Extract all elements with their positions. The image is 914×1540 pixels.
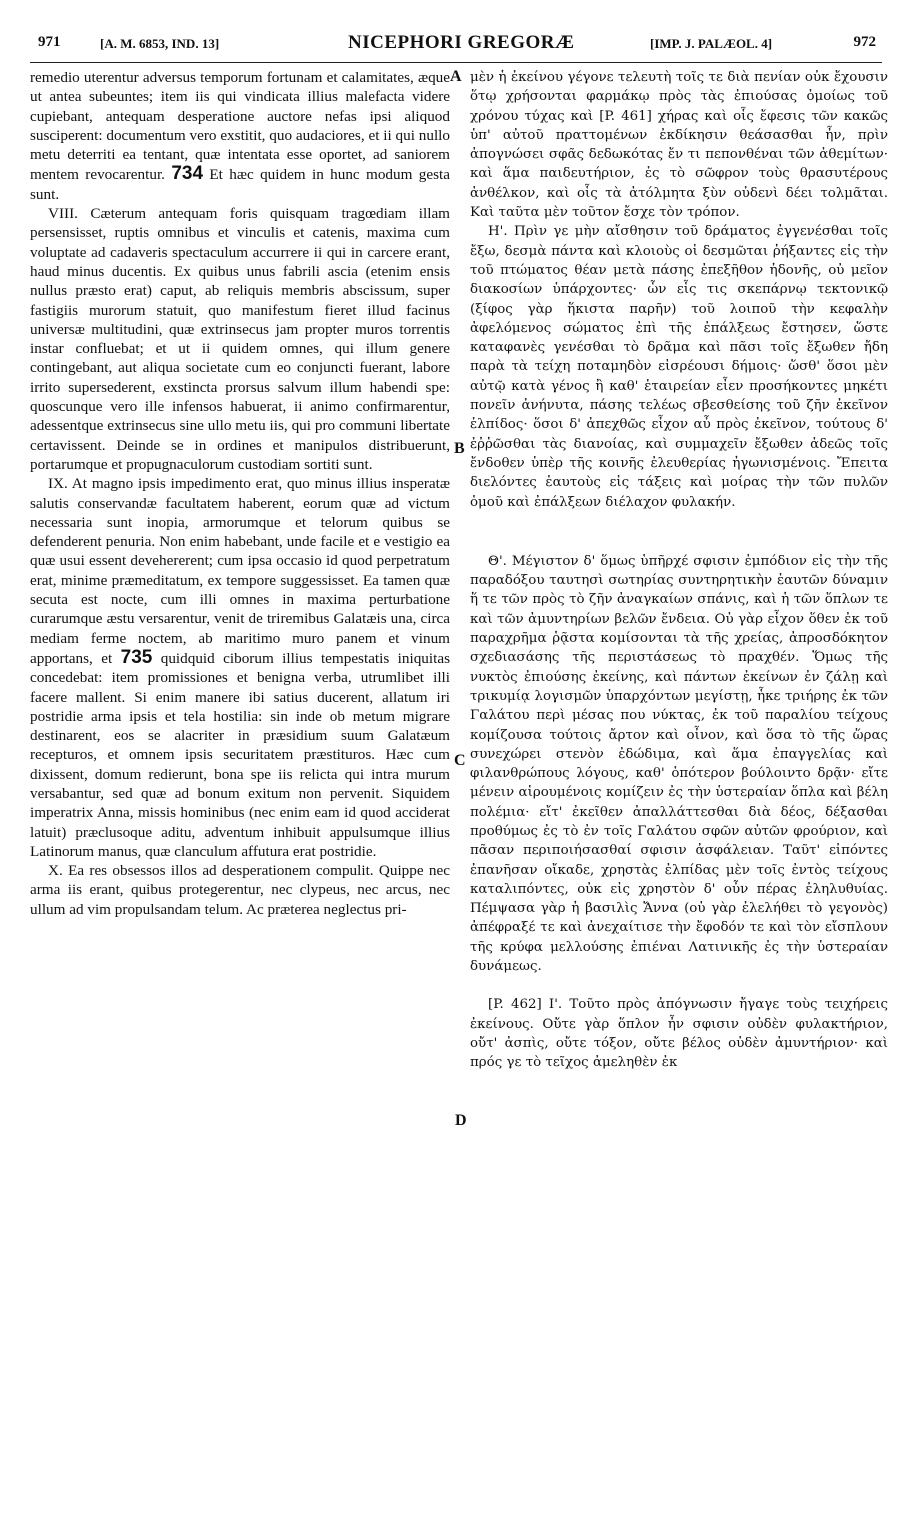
column-number: 735 — [120, 646, 153, 668]
header-divider — [30, 62, 882, 63]
latin-paragraph: X. Ea res obsessos illos ad desperationem compulit. Quippe nec arma iis erant, quibus protegerentur, nec clypeus, nec arcus, nec ullum ad vim propulsandam telum. Ac præterea neglectus pri- — [30, 862, 450, 918]
latin-paragraph: VIII. Cæterum antequam foris quisquam tragœdiam illam persensisset, ruptis omnibus et vinculis et catenis, maxima cum voluptate ad cadaveris spectaculum accurrere ii qui in carcere erant, haud minus ducentis. Ex quibus unus fabrili ascia (etenim ensis nullus præsto erat) caput, ab reliquis membris abscissum, super fastigiis murorum statuit, quo manifestum fieret illud facinus universæ multitudini, quæ extrinsecus jam propter muros torrentis instar confluebat; et ut ii quidem omnes, qui illum genere contingebant, aut aliqua societate cum eo conjuncti fuerant, labore irrito supersederent, exstincta prorsus salvum illum habendi spe: quoscunque vero ille infensos habuerat, ii animo confirmarentur, adessentque extrinsecus sine ullo metu iis, qui pro communi libertate certavissent. Deinde se in ordines et manipulos distribuerunt, portarumque et propugnaculorum custodiam sortiti sunt. — [30, 205, 450, 473]
margin-letter-c: C — [454, 752, 466, 769]
margin-letter-a: A — [450, 68, 462, 85]
right-page-number: 972 — [853, 34, 876, 50]
greek-paragraph: μὲν ἡ ἐκείνου γέγονε τελευτὴ τοῖς τε διὰ πενίαν οὐκ ἔχουσιν ὅτῳ χρήσονται φαρμάκῳ πρὸς τὰς ἐπιούσας ὁμοίως τοῦ χρόνου τύχας καὶ [P. 461] χήρας καὶ οἷς ἔφεσις τῶν κακῶς ὑπ' αὐτοῦ πραττομένων ἐκδίκησιν θεάσασθαι ἦν, πρὶν ἀπογνώσει σφᾶς δεδωκότας ἔν τι πεπονθέναι τῶν ἀθεμίτων· καὶ ἅμα παιδευτήριον, ἐς τὸ σῶφρον τοὺς θρασυτέρους ἀνθέλκον, καὶ οἷς τὰ ἀτόλμητα ξὺν οὐδενὶ δέει τολμᾶται. Καὶ ταῦτα μὲν τοῦτον ἔσχε τὸν τρόπον. — [470, 70, 888, 221]
latin-column — [30, 68, 450, 919]
running-header — [30, 32, 882, 60]
greek-paragraph: [P. 462] Ι'. Τοῦτο πρὸς ἀπόγνωσιν ἤγαγε τοὺς τειχήρεις ἐκείνους. Οὔτε γὰρ ὅπλον ἦν σφισιν οὐδὲν φυλακτήριον, οὔτ' ἀσπὶς, οὔτε τόξον, οὔτε βέλος οὐδὲν ἀμυντήριον· καὶ πρός γε τὸ τεῖχος ἀμεληθὲν ἐκ — [470, 997, 888, 1071]
latin-paragraph: remedio uterentur adversus temporum fortunam et calamitates, æque ut antea subeuntes; item iis qui vindicata illius malefacta videre cupiebant, antequam desperatione auctore nefas ipsi aliquod susciperent: documentum vero exstitit, quo audaciores, et ii qui nullo metu deterriti ea tentant, quæ intentata esse oportet, ad saniorem mentem revocarentur. 734 Et hæc quidem in hunc modum gesta sunt. — [30, 69, 450, 203]
greek-paragraph: Η'. Πρὶν γε μὴν αἴσθησιν τοῦ δράματος ἐγγενέσθαι τοῖς ἔξω, δεσμὰ πάντα καὶ κλοιοὺς οἱ δεσμῶται ῥήξαντες εἰς τὴν τοῦ πτώματος θέαν μετὰ πάσης ἐπεξῆθον ἡδονῆς, οὐ μεῖον διακοσίων ὑπάρχοντες· ὧν εἷς τις σκεπάρνῳ τεκτονικῷ (ξίφος γὰρ ἥκιστα παρῆν) τοῦ λοιποῦ τὴν κεφαλὴν ἀφελόμενος σώματος ἐπὶ τῆς ἐπάλξεως ἔστησεν, ὥστε καταφανὲς γενέσθαι τὸ δρᾶμα καὶ πᾶσι τοῖς ἔξωθεν ἤδη παρὰ τὰ τείχη ποταμηδὸν εἰσρέουσι δήμοις· ὥσθ' ὅσοι μὲν αὐτῷ κατὰ γένος ἢ καθ' ἑταιρείαν εἶεν προσήκοντες μηκέτι πονεῖν ἀνήνυτα, πάσης τελέως σβεσθείσης τοῦ ζῆν ἐκεῖνον ἐλπίδος· ὅσοι δ' ἀπεχθῶς εἶχον αὖ πρὸς ἐκεῖνον, τούτους δ' ἐῤῥῶσθαι τὰς διανοίας, καὶ συμμαχεῖν ἔξωθεν ἀδεῶς τοῖς ἔνδοθεν ὑπὲρ τῆς κοινῆς ἐλευθερίας ἠγωνισμένοις. Ἔπειτα διελόντες ἑαυτοὺς εἰς τάξεις καὶ μοίρας τὴν τῶν πυλῶν ὁμοῦ καὶ ἐπάλξεων διέλαχον φυλακήν. — [470, 224, 888, 510]
greek-column — [470, 68, 888, 1073]
margin-letter-d: D — [455, 1112, 467, 1129]
left-page-number: 971 — [38, 34, 61, 50]
margin-letter-b: B — [454, 440, 465, 457]
column-number: 734 — [171, 163, 204, 185]
greek-paragraph: Θ'. Μέγιστον δ' ὅμως ὑπῆρχέ σφισιν ἐμπόδιον εἰς τὴν τῆς παραδόξου ταυτησὶ σωτηρίας συντηρητικὴν ἑαυτῶν δύναμιν ἥ τε τῶν πρὸς τὸ ζῆν ἀναγκαίων σπάνις, καὶ ἡ τῶν ὅπλων τε καὶ τῶν ἀμυντηρίων βελῶν ἔνδεια. Οὐ γὰρ εἶχον ὅθεν ἐκ τοῦ παραχρῆμα ῥᾷστα κομίσονται τὰ τῆς χρείας, ἀπροσδόκητον σχεδιασάσης τῆς περιστάσεως τὸ πραχθέν. Ὅμως τῆς νυκτὸς ἐπιούσης ἐκείνης, καὶ πάντων ἐκείνων ἐν ζάλῃ καὶ τρικυμίᾳ λογισμῶν ὑπαρχόντων μεγίστῃ, ἧκε τριήρης ἐκ τῶν Γαλάτου περὶ μέσας που νύκτας, ἐκ τοῦ παραλίου τείχους κομίζουσα τούτοις ἄρτον καὶ οἶνον, καὶ ὅσα τὸ τῆς ὥρας συνεχώρει στενὸν ἐδώδιμα, καὶ ἅμα ἐπαγγελίας καὶ φιλανθρώπους λόγους, καθ' ὁπότερον βούλοιντο δρᾷν· εἴτε μένειν αἱρουμένοις κομίζειν ἐς τὴν ὑστεραίαν ὅπλα καὶ βέλη πολέμια· εἴτ' ἐκεῖθεν ἀπαλλάττεσθαι διὰ δέος, δέξασθαι προθύμως ἐς τὸ ἐν τοῖς Γαλάτου σφῶν αὐτῶν φρούριον, καὶ πᾶσαν περιποιήσασθαί σφισιν ἀσφάλειαν. Ταῦτ' εἰπόντες ἐπανῆσαν οἴκαδε, χρηστὰς ἐλπίδας μὲν τοῖς ἐντὸς τείχους καταλιπόντες, οὐκ εἰς χρηστὸν δ' οὖν πέρας ἐληλυθυίας. Πέμψασα γὰρ ἡ βασιλὶς Ἄννα (οὐ γὰρ ἐλελήθει τὸ γεγονὸς) ἀπέφραξέ τε καὶ ἀνεχαίτισε τὴν ἔφοδόν τε καὶ τὸν εἴσπλουν τῆς κρύφα μελλούσης ἐπιέναι Λατινικῆς ἐς τὴν ὑστεραίαν δυνάμεως. — [470, 553, 888, 975]
latin-paragraph: IX. At magno ipsis impedimento erat, quo minus illius insperatæ salutis conservandæ facultatem haberent, eorum quæ ad victum necessaria sunt inopia, armorumque et telorum quibus se defenderent penuria. Non enim habebant, unde facile et e vestigio ea quæ usui essent devehererent; cum ipsa occasio id quod perpetratum erat, minime præmeditatum, ex tempore suggessisset. Ea tamen quæ secuta est nocte, cum illi omnes in maxima perturbatione curarumque æstu versarentur, venit de triremibus Galatæis una, circa mediam ferme noctem, ab maritimo muro panem et vinum apportans, et 735 quidquid ciborum illius tempestatis iniquitas concedebat: item promissiones et benigna verba, utrumlibet illi facere mallent. Si enim manere ibi satius ducerent, allatum iri postridie arma ipsis et tela hostilia: sin inde ob metum migrare destinarent, eos se alacriter in præsidium suum Galatæum recepturos, et omnem ipsis securitatem præstituros. Hæc cum dixissent, domum redierunt, bona spe iis relicta qui intra murum versabantur, sed quæ ad bonum exitum non pervenit. Siquidem imperatrix Anna, missis hominibus (nec enim eam id quod acciderat latuit) præclusoque aditu, adventum inhibuit appulsumque illius Latinorum manus, quæ clanculum affutura erat postridie. — [30, 475, 450, 860]
left-chronology: [A. M. 6853, IND. 13] — [100, 36, 220, 51]
page-title: NICEPHORI GREGORÆ — [348, 32, 575, 53]
right-chronology: [IMP. J. PALÆOL. 4] — [650, 36, 773, 51]
